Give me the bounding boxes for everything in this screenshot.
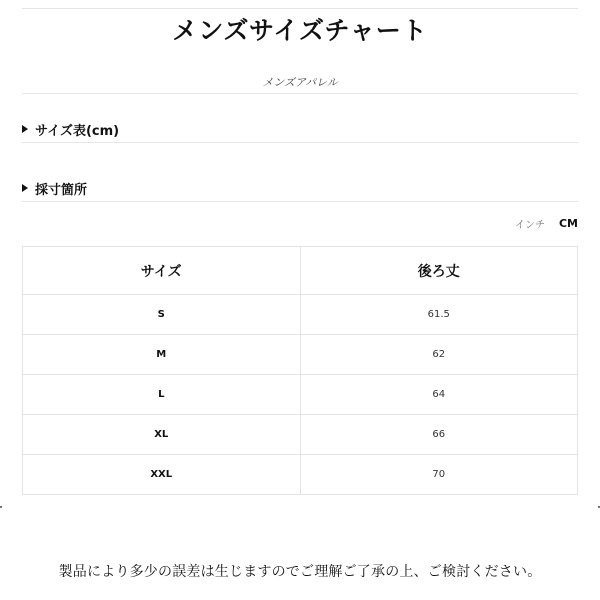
back-length-cell: 64 xyxy=(300,375,578,415)
disclaimer-note: 製品により多少の誤差は生じますのでご理解ご了承の上、ご検討ください。 xyxy=(58,564,542,580)
page-title: メンズサイズチャート xyxy=(172,16,428,45)
table-row xyxy=(23,415,578,455)
accordion-divider xyxy=(22,142,578,143)
subtitle-divider xyxy=(22,93,578,94)
table-row xyxy=(23,335,578,375)
page-subtitle: メンズアパレル xyxy=(262,76,338,89)
caret-right-icon xyxy=(22,184,28,192)
accordion-divider xyxy=(22,201,578,202)
size-cell: XXL xyxy=(23,455,301,495)
unit-cm-option[interactable]: CM xyxy=(558,217,578,230)
unit-inch-option[interactable]: インチ xyxy=(514,220,545,231)
table-row xyxy=(23,455,578,495)
back-length-cell: 66 xyxy=(300,415,578,455)
accordion-label: 採寸箇所 xyxy=(35,182,88,198)
size-cell: M xyxy=(23,335,301,375)
back-length-cell: 61.5 xyxy=(300,295,578,335)
top-divider xyxy=(22,8,578,9)
left-edge-mark xyxy=(0,506,2,508)
accordion-label: サイズ表(cm) xyxy=(35,123,120,139)
back-length-cell: 70 xyxy=(300,455,578,495)
table-row xyxy=(23,375,578,415)
accordion-size-table[interactable] xyxy=(22,118,578,140)
size-cell: XL xyxy=(23,415,301,455)
table-row xyxy=(23,295,578,335)
accordion-measurement-points[interactable] xyxy=(22,177,578,199)
back-length-cell: 62 xyxy=(300,335,578,375)
size-table xyxy=(22,246,578,495)
column-header-back-length: 後ろ丈 xyxy=(300,247,578,295)
size-cell: S xyxy=(23,295,301,335)
size-cell: L xyxy=(23,375,301,415)
table-header-row xyxy=(23,247,578,295)
caret-right-icon xyxy=(22,125,28,133)
column-header-size: サイズ xyxy=(23,247,301,295)
unit-toggle xyxy=(515,216,578,231)
